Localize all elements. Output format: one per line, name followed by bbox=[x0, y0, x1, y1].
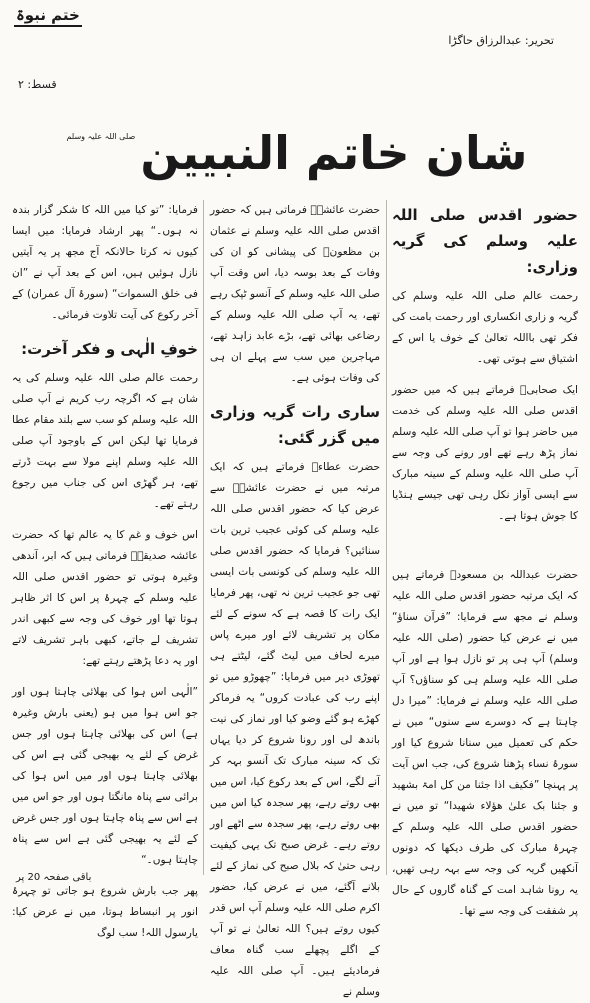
paragraph: حضرت عائشہؓ فرماتی ہیں کہ حضور اقدس صلی اللہ علیہ وسلم نے عثمان بن مظعونؓ کی پیشانی کو ان کی وفات کے بعد بوسہ دیا، اس وقت آپ صلی اللہ علیہ وسلم کے آنسو ٹپک رہے تھے، یہ آپ صلی اللہ علیہ وسلم کے رضاعی بھائی تھے، بڑے عابد زاہد تھے، مہاجرین میں سب سے پہلے ان ہی کی وفات ہوئی ہے۔ bbox=[210, 204, 380, 384]
paragraph: ”الٰہی اس ہوا کی بھلائی چاہتا ہوں اور جو اس ہوا میں ہو (یعنی بارش وغیرہ ہے) اس کی بھلائی چاہتا ہوں اور جس غرض کے لئے یہ بھیجی گئی ہے اس کی بھلائی چاہتا ہوں اور میں اس ہوا کی برائی سے پناہ مانگتا ہوں اور جو اس میں ہے اس سے پناہ چاہتا ہوں اور جس غرض کے لئے یہ بھیجی گئی ہے اس سے پناہ چاہتا ہوں۔“ bbox=[12, 686, 198, 866]
episode-label: قسط: ۲ bbox=[18, 78, 57, 91]
magazine-logo: ختم نبوۃ bbox=[14, 6, 82, 27]
spacer bbox=[392, 537, 578, 565]
paragraph: حضرت عطاءؒ فرماتے ہیں کہ ایک مرتبہ میں نے حضرت عائشہؓ سے عرض کیا کہ حضور اقدس صلی اللہ علیہ وسلم کی کوئی عجیب ترین بات سنائیں؟ فرمایا کہ حضور اقدس صلی اللہ علیہ وسلم کی کونسی بات ایسی تھی جو عجیب ترین نہ تھی، پھر فرمایا ایک رات کا قصہ ہے کہ سونے کے لئے مکان پر تشریف لائے اور میرے پاس میرے لحاف میں لیٹ گئے، لیٹتے ہی تھوڑی دیر میں فرمایا: ”چھوڑو میں تو اپنے رب کی عبادت کروں“ یہ فرماکر کھڑے ہو گئے وضو کیا اور نماز کی نیت باندھ لی اور رونا شروع کر دیا یہاں تک کہ سینہ مبارک تک آنسو بہہ کر آنے لگے، اس کے بعد رکوع کیا، اس میں بھی روتے رہے، پھر سجدہ کیا اس میں بھی روتے رہے، پھر سجدہ سے اٹھے اور روتے رہے۔ غرض صبح تک یہی کیفیت رہی حتیٰ کہ بلال صبح کی نماز کے لئے بلانے آگئے، میں نے عرض کیا، حضور اکرم صلی اللہ علیہ وسلم آپ اس قدر کیوں روتے ہیں؟ اللہ تعالیٰ نے تو آپ کے اگلے پچھلے سب گناہ معاف فرمادیئے ہیں۔ آپ صلی اللہ علیہ وسلم نے bbox=[210, 461, 380, 998]
title-text: شان خاتم النبیین bbox=[140, 126, 528, 180]
paragraph: رحمت عالم صلی اللہ علیہ وسلم کی گریہ و زاری انکساری اور رحمت بامت کی فکر تھی بااللہ تعالیٰ کے خوف یا اس کے اشتیاق سے ہوتی تھی۔ bbox=[392, 290, 578, 365]
paragraph: فرمایا: ”تو کیا میں اللہ کا شکر گزار بندہ نہ ہوں۔“ پھر ارشاد فرمایا: میں ایسا کیوں نہ کرتا حالانکہ آج مجھ پر یہ آیتیں نازل ہوئیں ہیں، اس کے بعد آپ نے ”ان فی خلق السموات“ (سورۂ آل عمران) کے آخر رکوع کی آیت تلاوت فرمائی۔ bbox=[12, 204, 198, 321]
salutation-mark: صلی اللہ علیہ وسلم bbox=[66, 132, 136, 141]
paragraph: ایک صحابیؓ فرماتے ہیں کہ میں حضور اقدس صلی اللہ علیہ وسلم کی خدمت میں حاضر ہوا تو آپ صلی اللہ علیہ وسلم نماز پڑھ رہے تھے اور رونے کی وجہ سے آپ صلی اللہ علیہ وسلم کے سینہ مبارک سے ایسی آواز نکل رہی تھی جیسے ہنڈیا کا جوش ہوتا ہے۔ bbox=[392, 384, 578, 522]
column-left bbox=[12, 200, 198, 939]
author-byline: تحریر: عبدالرزاق حاگڑا bbox=[448, 34, 554, 47]
column-divider bbox=[386, 200, 387, 875]
article-title bbox=[0, 118, 590, 188]
paragraph: حضرت عبداللہ بن مسعودؓ فرماتے ہیں کہ ایک مرتبہ حضور اقدس صلی اللہ علیہ وسلم نے مجھ سے فرمایا: ”قرآن سناؤ“ میں نے عرض کیا حضور (صلی اللہ علیہ وسلم) آپ ہی پر تو نازل ہوا ہے اور آپ صلی اللہ علیہ وسلم ہی کو سناؤں؟ آپ صلی اللہ علیہ وسلم نے فرمایا: ”میرا دل چاہتا ہے کہ دوسرے سے سنوں“ میں نے حکم کی تعمیل میں سنانا شروع کیا اور سورۂ نساء پڑھنا شروع کی، جب اس آیت پر پہنچا ”فکیف اذا جئنا من کل امۃ بشھید و جئنا بک علیٰ ھؤلاء شھیدا“ تو میں نے حضور اقدس صلی اللہ علیہ وسلم کے چہرۂ مبارک کی طرف دیکھا کہ دونوں آنکھیں گریہ کی وجہ سے بہہ رہی تھیں، یہ رونا شاہد امت کے گناہ گاروں کے حال پر شفقت کی وجہ سے تھا۔ bbox=[392, 569, 578, 917]
section-heading: حضور اقدس صلی اللہ علیہ وسلم کی گریہ وزاری: bbox=[392, 206, 578, 276]
continued-note: باقی صفحہ 20 پر bbox=[16, 872, 92, 883]
paragraph: رحمت عالم صلی اللہ علیہ وسلم کی یہ شان ہے کہ اگرچہ رب کریم نے آپ صلی اللہ علیہ وسلم کو سب سے بلند مقام عطا فرمایا تھا لیکن اس کے باوجود آپ صلی اللہ علیہ وسلم اپنے مولا سے بہت ڈرتے تھے، ہر گھڑی اس کی جناب میں رجوع رہتے تھے۔ bbox=[12, 372, 198, 510]
section-heading: خوفِ الٰہی و فکر آخرت: bbox=[21, 340, 198, 358]
column-right bbox=[392, 200, 578, 917]
section-heading: ساری رات گریہ وزاری میں گزر گئی: bbox=[210, 403, 380, 447]
paragraph: اس خوف و غم کا یہ عالم تھا کہ حضرت عائشہ صدیقہؓ فرماتی ہیں کہ ابر، آندھی وغیرہ ہوتی تو حضور اقدس صلی اللہ علیہ وسلم کے چہرۂ پر اس کا اثر ظاہر ہوتا تھا اور خوف کی وجہ سے کبھی اندر تشریف لے جاتے، کبھی باہر تشریف لاتے اور یہ دعا پڑھتے رہتے تھے: bbox=[12, 529, 198, 667]
paragraph: پھر جب بارش شروع ہو جاتی تو چہرۂ انور پر انبساط ہوتا، میں نے عرض کیا: یارسول اللہ! سب لوگ bbox=[12, 885, 198, 939]
column-divider bbox=[203, 200, 204, 875]
column-middle bbox=[210, 200, 380, 998]
